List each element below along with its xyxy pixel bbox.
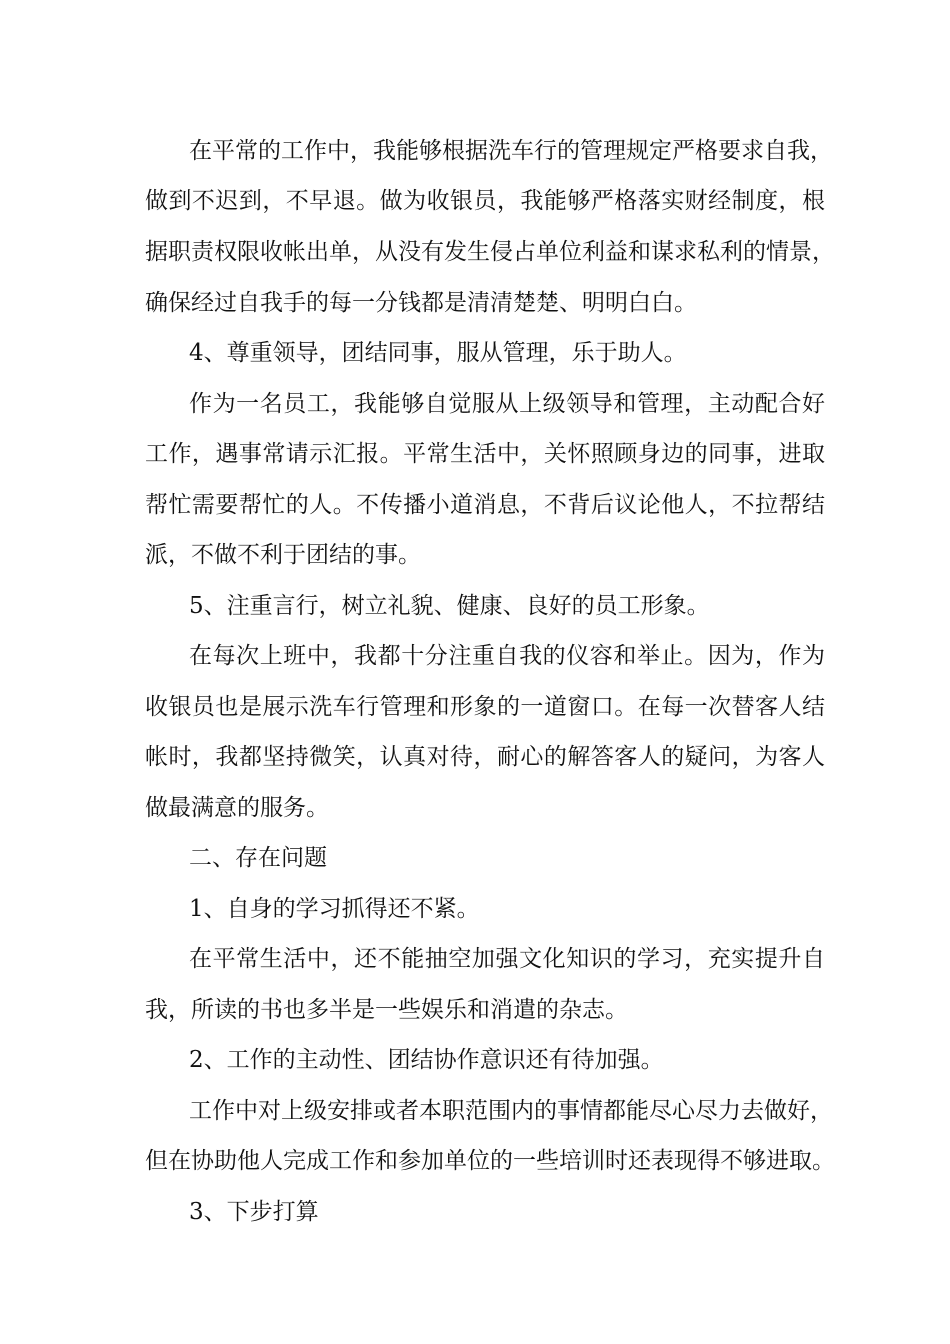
section-heading: 1、自身的学习抓得还不紧。 bbox=[189, 896, 480, 922]
section-heading: 3、下步打算 bbox=[189, 1199, 319, 1225]
paragraph-line: 派，不做不利于团结的事。 bbox=[145, 542, 421, 568]
paragraph-line: 帮忙需要帮忙的人。不传播小道消息，不背后议论他人，不拉帮结 bbox=[145, 492, 825, 518]
section-heading: 2、工作的主动性、团结协作意识还有待加强。 bbox=[189, 1047, 664, 1073]
paragraph-line: 据职责权限收帐出单，从没有发生侵占单位利益和谋求私利的情景， bbox=[145, 239, 835, 265]
paragraph-line: 工作中对上级安排或者本职范围内的事情都能尽心尽力去做好， bbox=[189, 1098, 833, 1124]
section-heading: 二、存在问题 bbox=[189, 845, 327, 871]
paragraph-line: 我，所读的书也多半是一些娱乐和消遣的杂志。 bbox=[145, 997, 628, 1023]
paragraph-line: 作为一名员工，我能够自觉服从上级领导和管理，主动配合好 bbox=[189, 391, 825, 417]
paragraph-line: 收银员也是展示洗车行管理和形象的一道窗口。在每一次替客人结 bbox=[145, 694, 825, 720]
section-heading: 4、尊重领导，团结同事，服从管理，乐于助人。 bbox=[189, 340, 687, 366]
paragraph-line: 帐时，我都坚持微笑，认真对待，耐心的解答客人的疑问，为客人 bbox=[145, 744, 825, 770]
paragraph-line: 做到不迟到，不早退。做为收银员，我能够严格落实财经制度，根 bbox=[145, 188, 825, 214]
paragraph-line: 在每次上班中，我都十分注重自我的仪容和举止。因为，作为 bbox=[189, 643, 825, 669]
paragraph-line: 做最满意的服务。 bbox=[145, 795, 329, 821]
paragraph-line: 但在协助他人完成工作和参加单位的一些培训时还表现得不够进取。 bbox=[145, 1148, 835, 1174]
paragraph-line: 确保经过自我手的每一分钱都是清清楚楚、明明白白。 bbox=[145, 290, 697, 316]
paragraph-line: 在平常生活中，还不能抽空加强文化知识的学习，充实提升自 bbox=[189, 946, 825, 972]
section-heading: 5、注重言行，树立礼貌、健康、良好的员工形象。 bbox=[189, 593, 710, 619]
paragraph-line: 在平常的工作中，我能够根据洗车行的管理规定严格要求自我， bbox=[189, 138, 833, 164]
paragraph-line: 工作，遇事常请示汇报。平常生活中，关怀照顾身边的同事，进取 bbox=[145, 441, 825, 467]
